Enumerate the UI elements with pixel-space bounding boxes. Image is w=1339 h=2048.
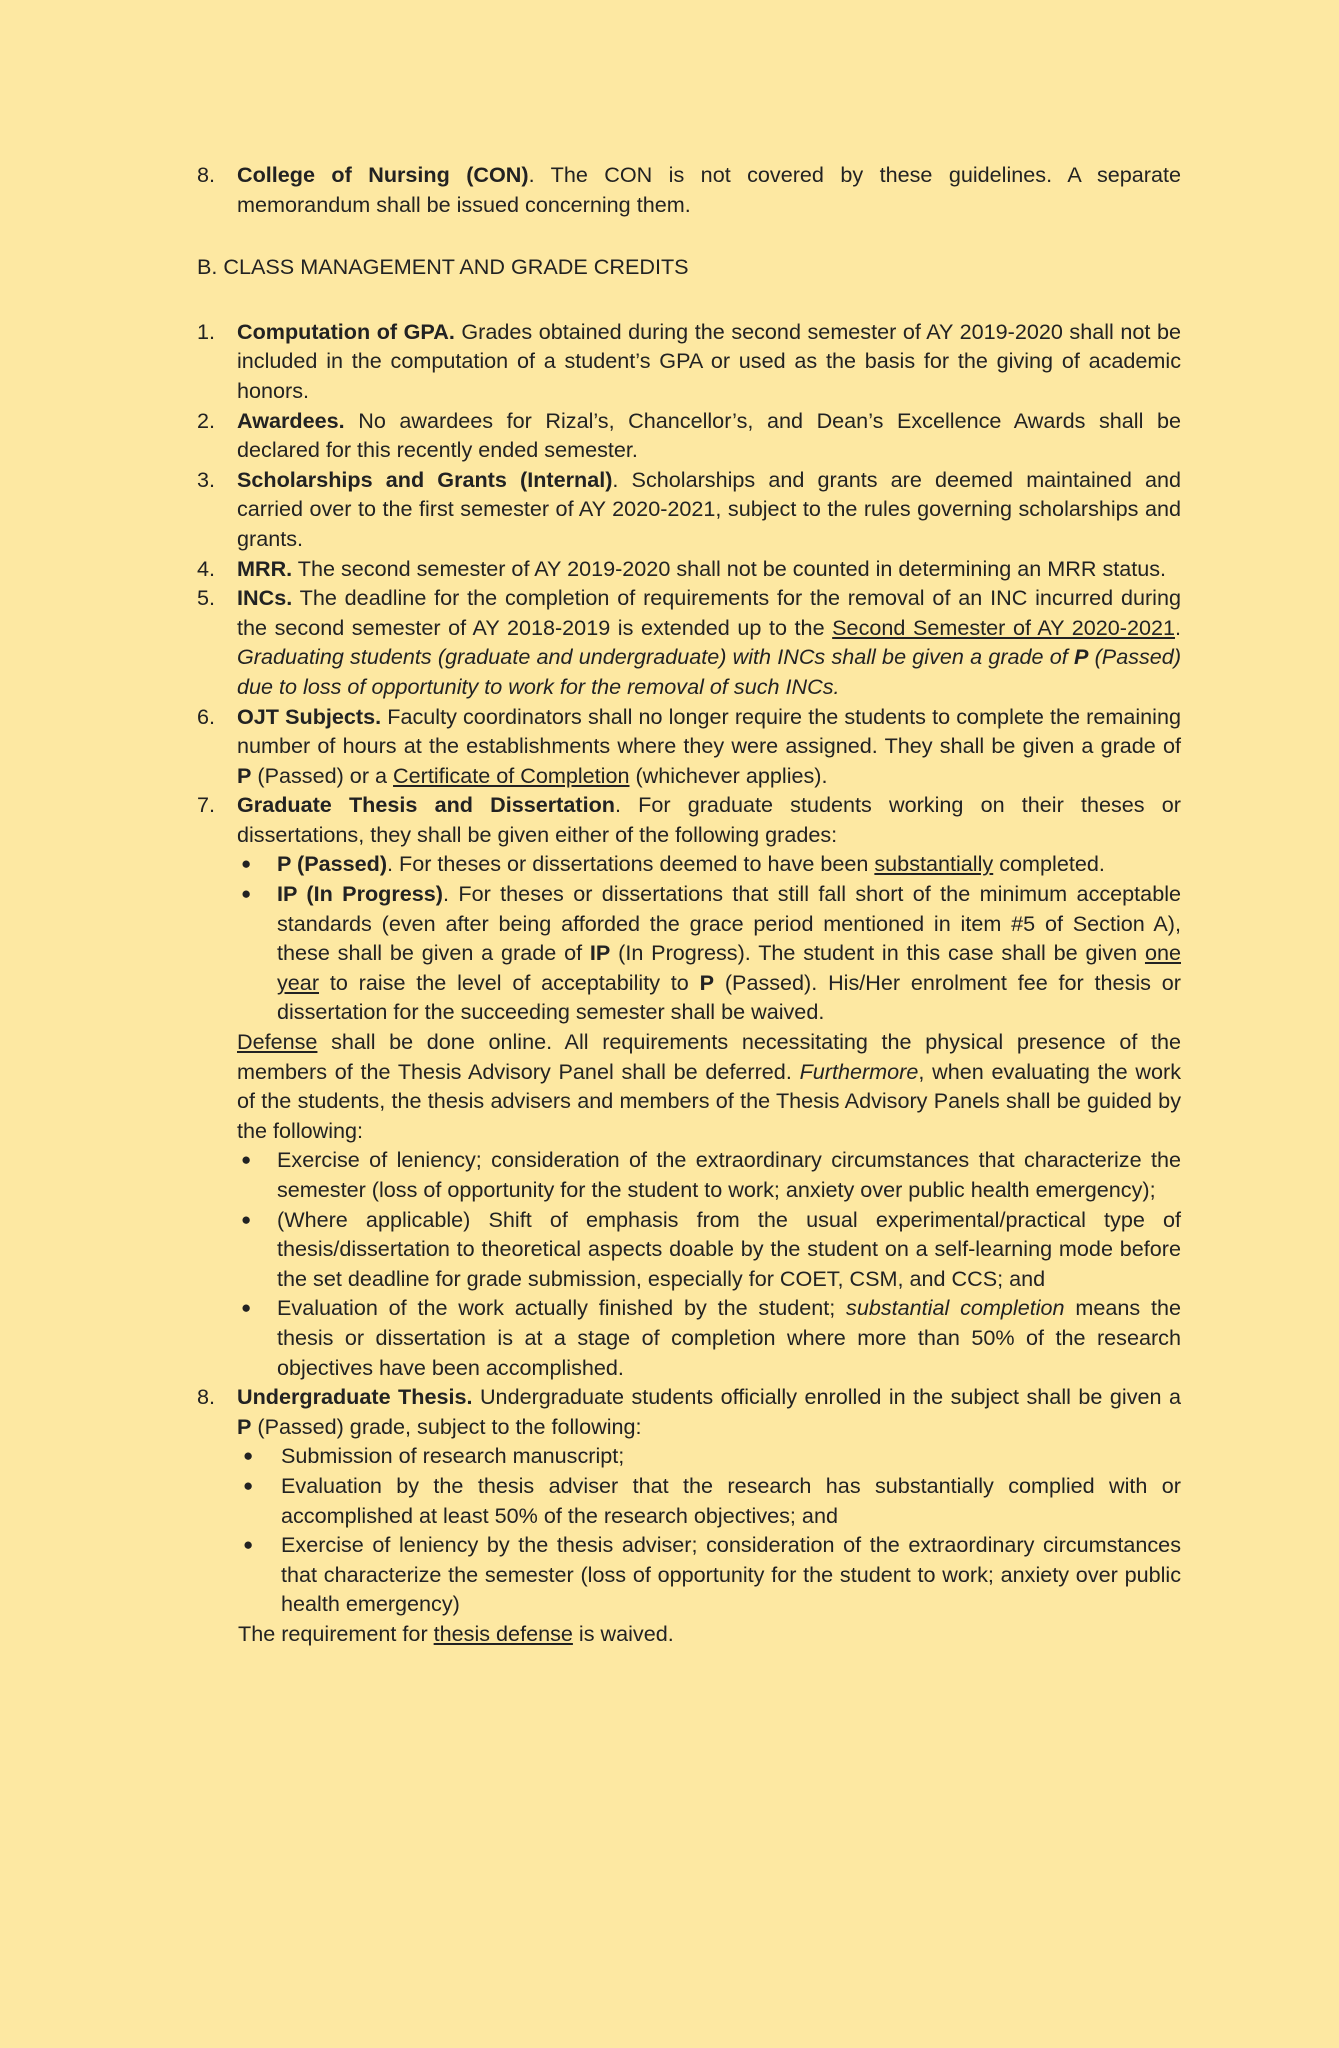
item-number: 7. [197,792,216,818]
bullet-text: . For theses or dissertations that still fall short of the minimum acceptable standards (even after being afforded the grace period mentioned in item #5 of Section A), these shall be given a grade of [277,881,1182,966]
guideline-bullet-evaluation [197,1293,1181,1382]
item-text: (whichever applies). [629,762,828,788]
italic-text: (Passed) due to loss of opportunity to work for the removal of such INCs. [237,644,1182,699]
bullet-text: completed. [993,851,1105,877]
item-a8-college-of-nursing [197,160,1181,219]
item-text: Grades obtained during the second semester of AY 2019-2020 shall not be included in the computation of a student’s GPA or used as the basis for the giving of academic honors. [237,318,1181,403]
underlined-word: substantially [874,851,994,877]
italic-term: substantial completion [846,1295,1065,1321]
bullet-dot: ● [241,1150,252,1170]
underlined-word: one year [277,940,1181,995]
item-text: Undergraduate students officially enrolled in the subject shall be given a [472,1384,1182,1410]
item-heading: Computation of GPA. [237,318,455,344]
bold-grade: P [237,762,252,788]
item-text: Faculty coordinators shall no longer require the students to complete the remaining number of hours at the establishments where they were assigned. They shall be given a grade of [237,703,1181,759]
item-number: 6. [197,703,216,729]
underlined-word: Defense [237,1029,318,1055]
item-heading: Undergraduate Thesis. [237,1384,473,1410]
item-ojt-subjects [197,702,1181,791]
item-incs [197,583,1181,701]
italic-text: Graduating students (graduate and undergraduate) with INCs shall be given a grade of [237,644,1074,670]
bullet-dot: ● [241,1209,252,1229]
bullet-heading: P (Passed) [277,851,388,877]
document-page [197,160,1181,1649]
bullet-dot: ● [243,1475,254,1495]
bullet-dot: ● [241,854,252,874]
underlined-certificate: Certificate of Completion [393,762,630,788]
bullet-text: Exercise of leniency by the thesis adviser; consideration of the extraordinary circumstances that characterize the semester (loss of opportunity for the student to work; anxiety over public health emergency) [281,1532,1181,1617]
item-heading: Graduate Thesis and Dissertation [237,792,615,818]
item-text: . For graduate students working on their theses or dissertations, they shall be given either of the following grades: [237,792,1181,847]
italic-word: Furthermore [799,1058,919,1084]
item-heading: Scholarships and Grants (Internal) [237,466,613,492]
item-number: 4. [197,555,216,581]
bold-grade: IP [589,940,611,966]
thesis-defense-waived [197,1619,1181,1649]
period: . [1175,614,1181,640]
paragraph-text: , when evaluating the work of the students, the thesis advisers and members of the Thesis Advisory Panels shall be guided by the following: [237,1058,1181,1143]
paragraph-text: The requirement for [238,1620,434,1646]
item-number: 3. [197,466,216,492]
item-mrr [197,554,1181,584]
bullet-text: (Where applicable) Shift of emphasis from the usual experimental/practical type of thesis/dissertation to theoretical aspects doable by the student on a self-learning mode before the set deadline for grade submission, especially for COET, CSM, and CCS; and [277,1206,1181,1291]
bold-grade: P [1073,644,1089,670]
bullet-text: . For theses or dissertations deemed to have been [387,851,875,877]
item-text: The second semester of AY 2019-2020 shall not be counted in determining an MRR status. [292,555,1167,581]
bullet-text: (Passed). His/Her enrolment fee for thesis or dissertation for the succeeding semester shall be waived. [277,969,1181,1025]
item-text: No awardees for Rizal’s, Chancellor’s, and Dean’s Excellence Awards shall be declared for this recently ended semester. [237,407,1181,463]
bullet-dot: ● [243,1446,254,1466]
item-text: . The CON is not covered by these guidelines. A separate memorandum shall be issued concerning them. [237,162,1181,217]
guideline-bullet-shift-of-emphasis [197,1205,1181,1294]
item-text: (Passed) or a [251,762,394,788]
paragraph-text: shall be done online. All requirements necessitating the physical presence of the members of the Thesis Advisory Panel shall be deferred. [237,1029,1181,1084]
item-heading: MRR. [237,555,293,581]
item-heading: College of Nursing (CON) [237,162,529,187]
bold-grade: P [699,969,715,995]
item-number: 2. [197,407,216,433]
item-heading: Awardees. [237,407,345,433]
item-number: 5. [197,585,216,611]
bullet-dot: ● [241,884,252,904]
bullet-heading: IP (In Progress) [277,881,443,907]
bold-grade: P [237,1413,252,1439]
item-text: (Passed) grade, subject to the following: [251,1413,642,1439]
undergrad-bullet-manuscript [197,1441,1181,1471]
item-number: 1. [197,318,216,344]
paragraph-text: is waived. [572,1620,674,1646]
bullet-text: to raise the level of acceptability to [319,969,700,995]
guideline-bullet-leniency [197,1145,1181,1204]
item-graduate-thesis [197,790,1181,849]
undergrad-bullet-evaluation [197,1471,1181,1530]
bullet-dot: ● [243,1535,254,1555]
underlined-deadline: Second Semester of AY 2020-2021 [832,614,1175,640]
bullet-text: Evaluation by the thesis adviser that the research has substantially complied with or accomplished at least 50% of the research objectives; and [281,1472,1181,1528]
item-text: . Scholarships and grants are deemed maintained and carried over to the first semester of AY 2020-2021, subject to the rules governing scholarships and grants. [237,466,1182,551]
bullet-passed [197,849,1181,879]
item-undergraduate-thesis [197,1382,1181,1441]
item-number: 8. [197,1384,216,1410]
item-scholarships [197,465,1181,554]
item-heading: OJT Subjects. [237,703,382,729]
item-heading: INCs. [237,585,293,611]
item-text: The deadline for the completion of requirements for the removal of an INC incurred during the second semester of AY 2018-2019 is extended up to the [237,585,1181,640]
bullet-in-progress [197,879,1181,1027]
bullet-dot: ● [241,1298,252,1318]
bullet-text: Exercise of leniency; consideration of the extraordinary circumstances that characterize the semester (loss of opportunity for the student to work; anxiety over public health emergency); [277,1147,1181,1202]
italic-note [237,644,1181,699]
item-awardees [197,406,1181,465]
item-computation-of-gpa [197,317,1181,406]
defense-paragraph [197,1027,1181,1145]
item-number: 8. [197,162,216,187]
undergrad-bullet-leniency [197,1530,1181,1619]
bullet-text: Evaluation of the work actually finished by the student; [277,1295,847,1321]
bullet-text: Submission of research manuscript; [281,1443,625,1469]
underlined-phrase: thesis defense [433,1620,573,1646]
bullet-text: means the thesis or dissertation is at a stage of completion where more than 50% of the research objectives have been accomplished. [277,1295,1181,1380]
bullet-text: (In Progress). The student in this case shall be given [610,940,1145,966]
section-b-title: B. CLASS MANAGEMENT AND GRADE CREDITS [197,254,689,280]
